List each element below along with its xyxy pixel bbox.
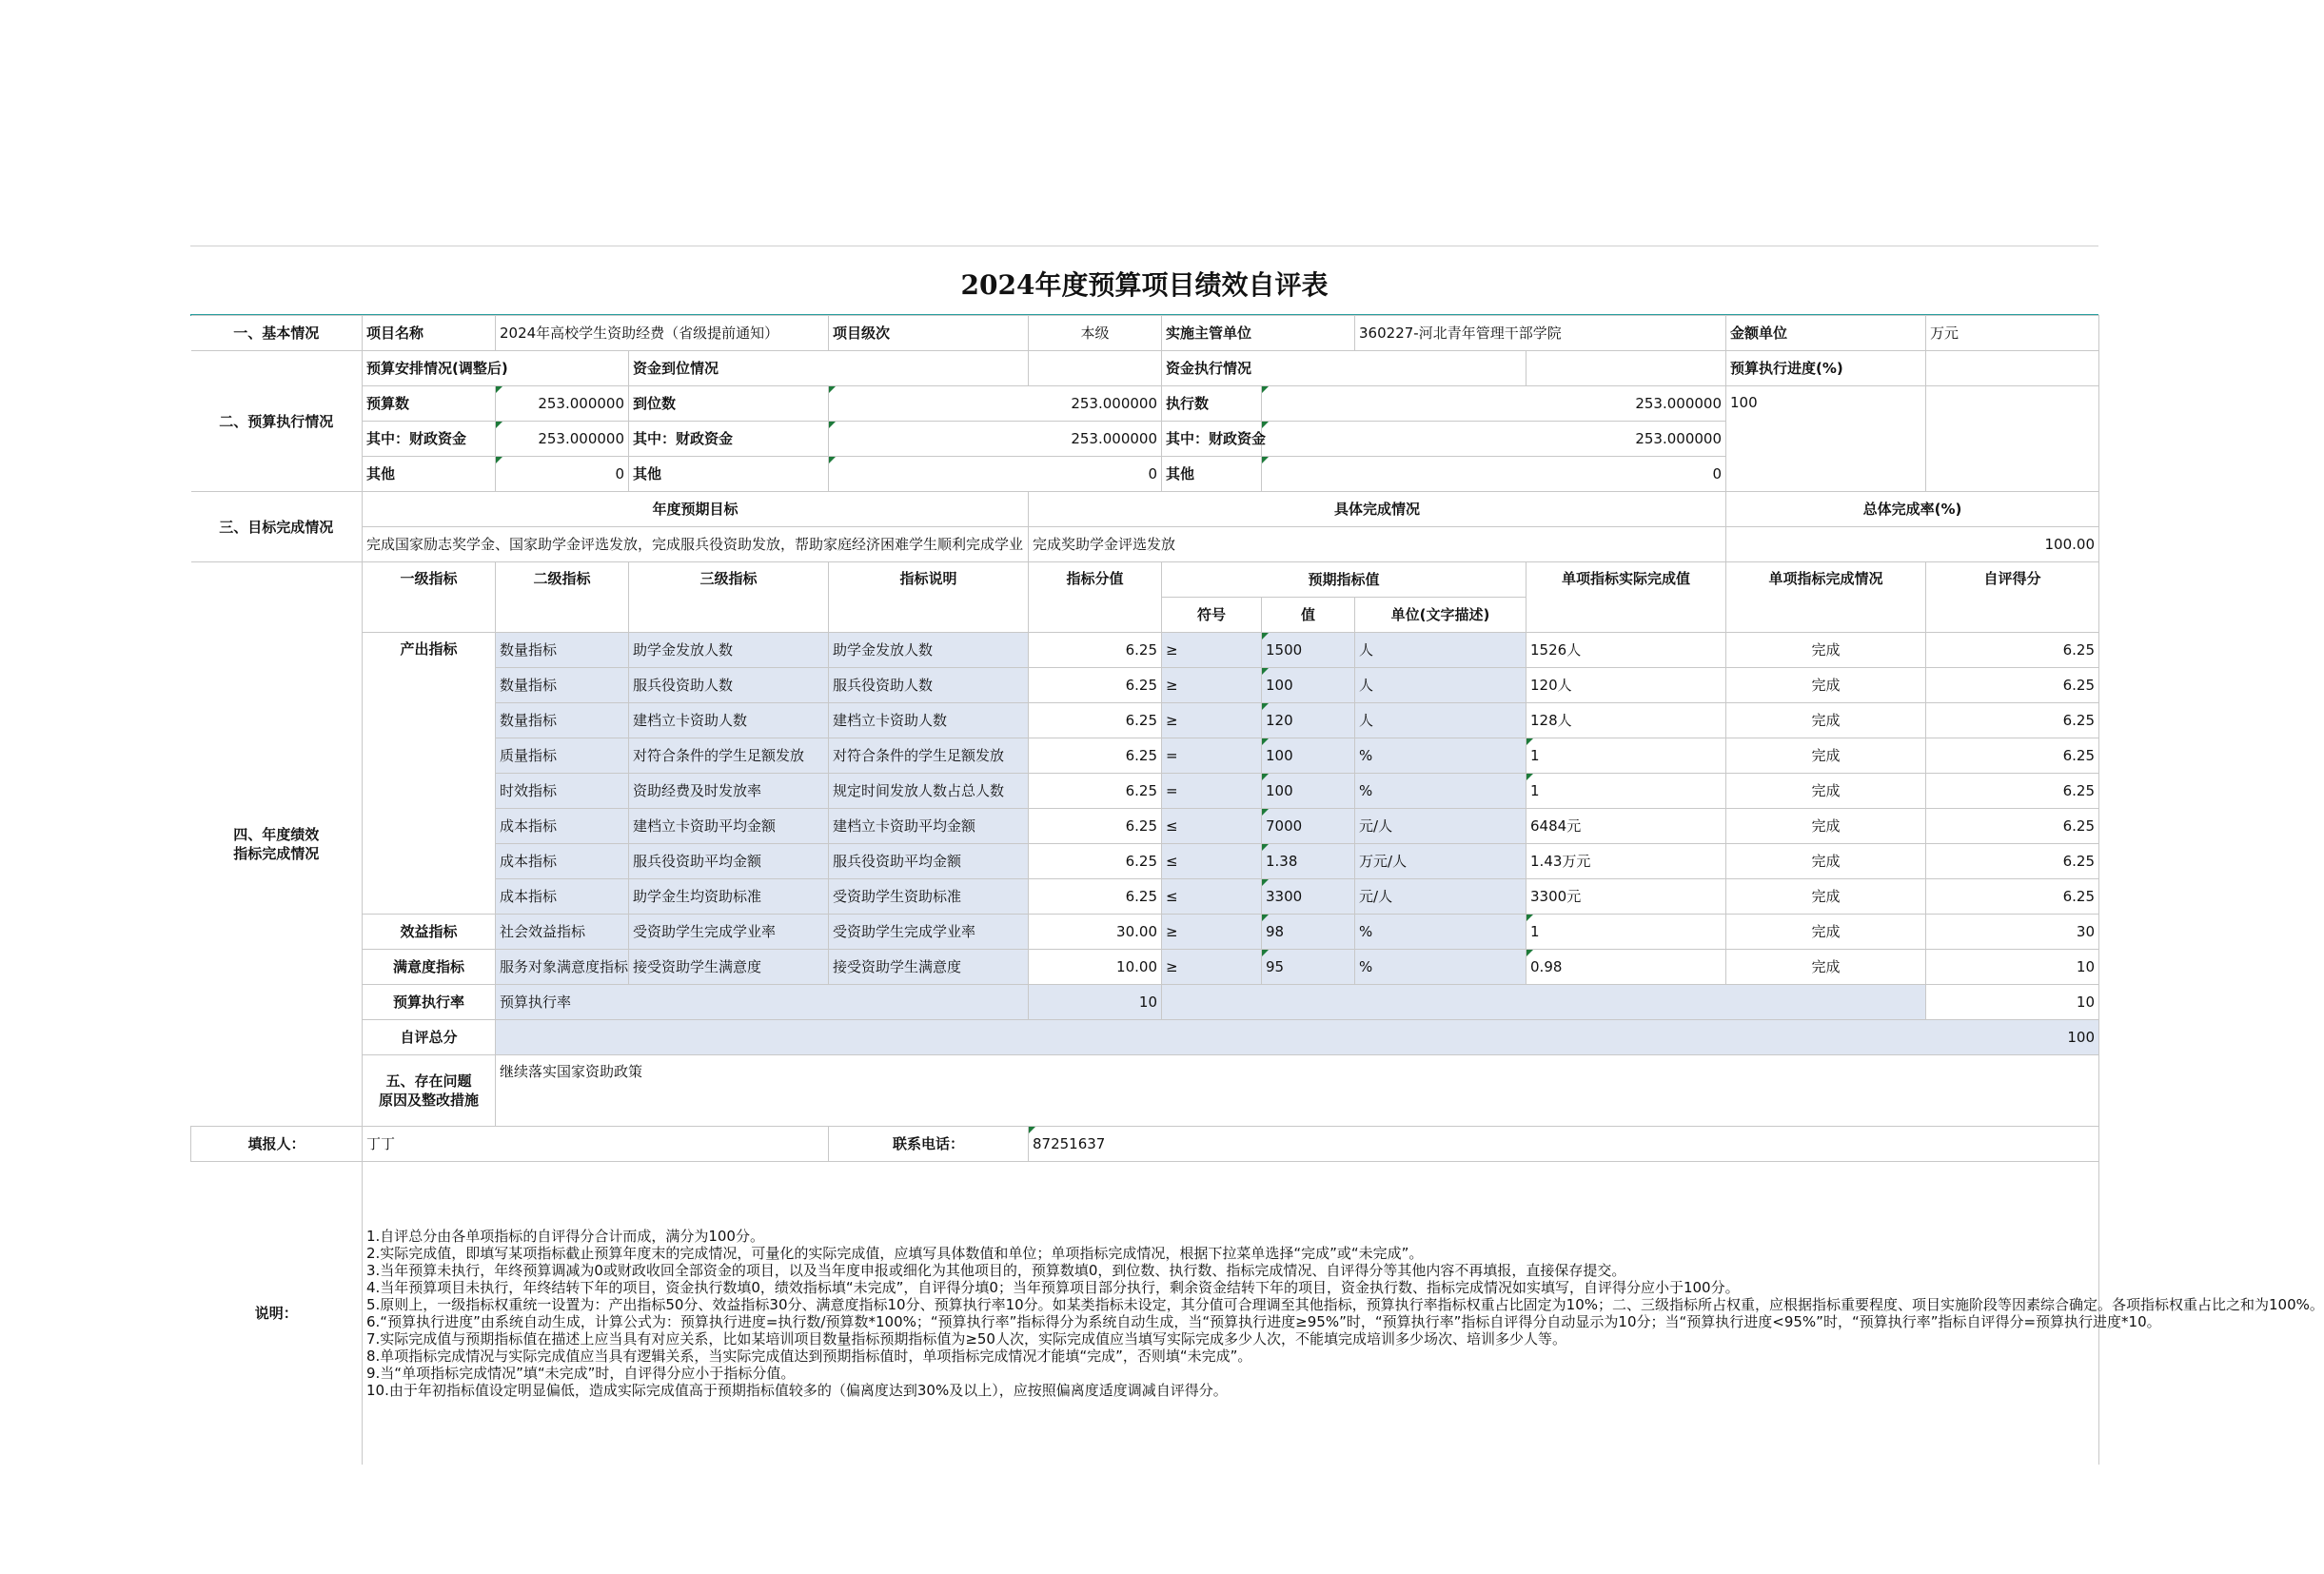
header-description: 指标说明 xyxy=(829,562,1029,633)
page-title: 2024年度预算项目绩效自评表 xyxy=(960,269,1329,301)
expected-value-cell: 100 xyxy=(1262,774,1355,809)
budget-header-row xyxy=(191,351,2099,386)
indicator-row xyxy=(191,633,2099,668)
exec-fiscal-value: 253.000000 xyxy=(1262,422,1726,457)
level2-cell: 社会效益指标 xyxy=(496,915,629,950)
status-cell: 完成 xyxy=(1726,738,1926,774)
notes-label: 说明： xyxy=(191,1162,363,1466)
level3-cell: 对符合条件的学生足额发放 xyxy=(629,738,829,774)
level2-cell: 成本指标 xyxy=(496,879,629,915)
indicator-row xyxy=(191,915,2099,950)
problems-row xyxy=(191,1055,2099,1127)
expected-value-cell: 3300 xyxy=(1262,879,1355,915)
goal-content-row xyxy=(191,527,2099,562)
actual-cell: 128人 xyxy=(1526,703,1726,738)
annual-goal-header: 年度预期目标 xyxy=(363,492,1029,527)
description-cell: 服兵役资助平均金额 xyxy=(829,844,1029,879)
sign-cell: ≥ xyxy=(1162,668,1262,703)
arrive-fiscal-label: 其中：财政资金 xyxy=(629,422,829,457)
project-name-value: 2024年高校学生资助经费（省级提前通知） xyxy=(496,316,829,351)
total-score-value: 100 xyxy=(496,1020,2099,1055)
sign-cell: ≥ xyxy=(1162,633,1262,668)
actual-cell: 6484元 xyxy=(1526,809,1726,844)
weight-cell: 6.25 xyxy=(1029,633,1162,668)
score-cell: 6.25 xyxy=(1926,668,2099,703)
status-cell: 完成 xyxy=(1726,668,1926,703)
exec-rate-score: 10 xyxy=(1926,985,2099,1020)
level3-cell: 助学金生均资助标准 xyxy=(629,879,829,915)
section-goal: 三、目标完成情况 xyxy=(191,492,363,562)
project-level-value: 本级 xyxy=(1029,316,1162,351)
score-cell: 6.25 xyxy=(1926,738,2099,774)
actual-cell: 1526人 xyxy=(1526,633,1726,668)
header-value: 值 xyxy=(1262,598,1355,633)
level2-cell: 成本指标 xyxy=(496,844,629,879)
status-cell: 完成 xyxy=(1726,809,1926,844)
expected-value-cell: 100 xyxy=(1262,738,1355,774)
score-cell: 6.25 xyxy=(1926,809,2099,844)
note-item: 9.当“单项指标完成情况”填“未完成”时，自评得分应小于指标分值。 xyxy=(366,1365,796,1382)
sign-cell: ≥ xyxy=(1162,703,1262,738)
total-score-label: 自评总分 xyxy=(363,1020,496,1055)
weight-cell: 6.25 xyxy=(1029,809,1162,844)
expected-value-cell: 100 xyxy=(1262,668,1355,703)
weight-cell: 30.00 xyxy=(1029,915,1162,950)
level3-cell: 资助经费及时发放率 xyxy=(629,774,829,809)
funds-arrive-header: 资金到位情况 xyxy=(629,351,1029,386)
level1-benefit: 效益指标 xyxy=(363,915,496,950)
note-item: 8.单项指标完成情况与实际完成值应当具有逻辑关系，当实际完成值达到预期指标值时，单项指标完成情况才能填“完成”，否则填“未完成”。 xyxy=(366,1348,1252,1365)
header-unit: 单位(文字描述) xyxy=(1355,598,1526,633)
header-sign: 符号 xyxy=(1162,598,1262,633)
weight-cell: 10.00 xyxy=(1029,950,1162,985)
total-score-row xyxy=(191,1020,2099,1055)
exec-fiscal-label: 其中：财政资金 xyxy=(1162,422,1262,457)
overall-rate-header: 总体完成率(%) xyxy=(1726,492,2099,527)
notes-row xyxy=(191,1162,2099,1466)
unit-cell: 人 xyxy=(1355,668,1526,703)
actual-cell: 3300元 xyxy=(1526,879,1726,915)
exec-rate-weight: 10 xyxy=(1029,985,1162,1020)
phone-label: 联系电话： xyxy=(829,1127,1029,1162)
amount-unit-value: 万元 xyxy=(1926,316,2099,351)
note-item: 7.实际完成值与预期指标值在描述上应当具有对应关系，比如某培训项目数量指标预期指标值为≥50人次，实际完成值应当填写实际完成多少人次，不能填完成培训多少场次、培训多少人等。 xyxy=(366,1330,1566,1348)
unit-cell: % xyxy=(1355,738,1526,774)
score-cell: 6.25 xyxy=(1926,633,2099,668)
status-cell: 完成 xyxy=(1726,915,1926,950)
overall-rate-value: 100.00 xyxy=(1726,527,2099,562)
header-status: 单项指标完成情况 xyxy=(1726,562,1926,633)
score-cell: 10 xyxy=(1926,950,2099,985)
progress-header: 预算执行进度(%) xyxy=(1726,351,1926,386)
unit-cell: % xyxy=(1355,915,1526,950)
header-level1: 一级指标 xyxy=(363,562,496,633)
score-cell: 6.25 xyxy=(1926,879,2099,915)
level3-cell: 建档立卡资助平均金额 xyxy=(629,809,829,844)
exec-label: 执行数 xyxy=(1162,386,1262,422)
description-cell: 受资助学生完成学业率 xyxy=(829,915,1029,950)
level3-cell: 接受资助学生满意度 xyxy=(629,950,829,985)
exec-rate-label: 预算执行率 xyxy=(363,985,496,1020)
arrive-label: 到位数 xyxy=(629,386,829,422)
level3-cell: 助学金发放人数 xyxy=(629,633,829,668)
header-score: 自评得分 xyxy=(1926,562,2099,633)
header-actual: 单项指标实际完成值 xyxy=(1526,562,1726,633)
sign-cell: ≥ xyxy=(1162,950,1262,985)
note-item: 6.“预算执行进度”由系统自动生成，计算公式为：预算执行进度=执行数/预算数*100%；“预算执行率”指标得分为系统自动生成，当“预算执行进度≥95%”时，“预算执行率”指标自评得分自动显示为10分；当“预算执行进度<95%”时，“预算执行率”指标自评得分=预算执行进度*10。 xyxy=(366,1313,2161,1330)
status-cell: 完成 xyxy=(1726,633,1926,668)
level2-cell: 数量指标 xyxy=(496,703,629,738)
budget-label: 预算数 xyxy=(363,386,496,422)
progress-value: 100 xyxy=(1726,386,1926,492)
description-cell: 接受资助学生满意度 xyxy=(829,950,1029,985)
description-cell: 建档立卡资助人数 xyxy=(829,703,1029,738)
actual-complete-text: 完成奖助学金评选发放 xyxy=(1029,527,1726,562)
level2-cell: 成本指标 xyxy=(496,809,629,844)
actual-cell: 120人 xyxy=(1526,668,1726,703)
budget-fiscal-value: 253.000000 xyxy=(496,422,629,457)
goal-header-row xyxy=(191,492,2099,527)
actual-cell: 0.98 xyxy=(1526,950,1726,985)
description-cell: 受资助学生资助标准 xyxy=(829,879,1029,915)
status-cell: 完成 xyxy=(1726,879,1926,915)
notes-list xyxy=(363,1162,2324,1466)
budget-row-1 xyxy=(191,386,2099,422)
budget-fiscal-label: 其中：财政资金 xyxy=(363,422,496,457)
budget-arrange-header: 预算安排情况(调整后) xyxy=(363,351,629,386)
budget-value: 253.000000 xyxy=(496,386,629,422)
actual-cell: 1 xyxy=(1526,774,1726,809)
sign-cell: ≤ xyxy=(1162,879,1262,915)
project-level-label: 项目级次 xyxy=(829,316,1029,351)
actual-cell: 1.43万元 xyxy=(1526,844,1726,879)
level1-output: 产出指标 xyxy=(363,633,496,915)
status-cell: 完成 xyxy=(1726,703,1926,738)
expected-value-cell: 1.38 xyxy=(1262,844,1355,879)
sign-cell: ≥ xyxy=(1162,915,1262,950)
phone-value: 87251637 xyxy=(1029,1127,2099,1162)
unit-cell: 万元/人 xyxy=(1355,844,1526,879)
description-cell: 服兵役资助人数 xyxy=(829,668,1029,703)
sign-cell: = xyxy=(1162,774,1262,809)
indicator-header-row xyxy=(191,562,2099,598)
actual-cell: 1 xyxy=(1526,915,1726,950)
description-cell: 对符合条件的学生足额发放 xyxy=(829,738,1029,774)
level2-cell: 服务对象满意度指标 xyxy=(496,950,629,985)
actual-cell: 1 xyxy=(1526,738,1726,774)
basic-info-row xyxy=(191,316,2099,351)
description-cell: 助学金发放人数 xyxy=(829,633,1029,668)
status-cell: 完成 xyxy=(1726,844,1926,879)
unit-cell: 元/人 xyxy=(1355,879,1526,915)
description-cell: 建档立卡资助平均金额 xyxy=(829,809,1029,844)
arrive-other-label: 其他 xyxy=(629,457,829,492)
header-level2: 二级指标 xyxy=(496,562,629,633)
problems-text: 继续落实国家资助政策 xyxy=(496,1055,2099,1127)
sign-cell: ≤ xyxy=(1162,844,1262,879)
amount-unit-label: 金额单位 xyxy=(1726,316,1926,351)
level1-satisfaction: 满意度指标 xyxy=(363,950,496,985)
sign-cell: ≤ xyxy=(1162,809,1262,844)
status-cell: 完成 xyxy=(1726,950,1926,985)
section-problems: 五、存在问题 原因及整改措施 xyxy=(363,1055,496,1127)
weight-cell: 6.25 xyxy=(1029,879,1162,915)
arrive-value: 253.000000 xyxy=(829,386,1162,422)
note-item: 10.由于年初指标值设定明显偏低，造成实际完成值高于预期指标值较多的（偏离度达到30%及以上），应按照偏离度适度调减自评得分。 xyxy=(366,1382,1228,1399)
exec-other-label: 其他 xyxy=(1162,457,1262,492)
actual-complete-header: 具体完成情况 xyxy=(1029,492,1726,527)
exec-other-value: 0 xyxy=(1262,457,1726,492)
exec-value: 253.000000 xyxy=(1262,386,1726,422)
level3-cell: 服兵役资助人数 xyxy=(629,668,829,703)
sign-cell: = xyxy=(1162,738,1262,774)
expected-value-cell: 120 xyxy=(1262,703,1355,738)
filler-label: 填报人： xyxy=(191,1127,363,1162)
unit-cell: % xyxy=(1355,950,1526,985)
unit-cell: % xyxy=(1355,774,1526,809)
note-item: 5.原则上，一级指标权重统一设置为：产出指标50分、效益指标30分、满意度指标10分、预算执行率10分。如某类指标未设定，其分值可合理调至其他指标，预算执行率指标权重占比固定为10%；二、三级指标所占权重，应根据指标重要程度、项目实施阶段等因素综合确定。各项指标权重占比之和为100%。 xyxy=(366,1296,2324,1313)
level2-cell: 质量指标 xyxy=(496,738,629,774)
note-item: 1.自评总分由各单项指标的自评得分合计而成，满分为100分。 xyxy=(366,1228,764,1245)
expected-value-cell: 7000 xyxy=(1262,809,1355,844)
level3-cell: 服兵役资助平均金额 xyxy=(629,844,829,879)
budget-other-value: 0 xyxy=(496,457,629,492)
weight-cell: 6.25 xyxy=(1029,668,1162,703)
level3-cell: 建档立卡资助人数 xyxy=(629,703,829,738)
filler-name: 丁丁 xyxy=(363,1127,829,1162)
dept-value: 360227-河北青年管理干部学院 xyxy=(1355,316,1726,351)
filler-row xyxy=(191,1127,2099,1162)
unit-cell: 元/人 xyxy=(1355,809,1526,844)
header-level3: 三级指标 xyxy=(629,562,829,633)
project-name-label: 项目名称 xyxy=(363,316,496,351)
annual-goal-text: 完成国家励志奖学金、国家助学金评选发放，完成服兵役资助发放，帮助家庭经济困难学生顺利完成学业 xyxy=(363,527,1029,562)
expected-value-cell: 1500 xyxy=(1262,633,1355,668)
funds-exec-header: 资金执行情况 xyxy=(1162,351,1526,386)
score-cell: 6.25 xyxy=(1926,703,2099,738)
note-item: 4.当年预算项目未执行，年终结转下年的项目，资金执行数填0，绩效指标填“未完成”，自评得分填0；当年预算项目部分执行，剩余资金结转下年的项目，资金执行数、指标完成情况如实填写，自评得分应小于100分。 xyxy=(366,1279,1740,1296)
exec-rate-row xyxy=(191,985,2099,1020)
arrive-other-value: 0 xyxy=(829,457,1162,492)
level3-cell: 受资助学生完成学业率 xyxy=(629,915,829,950)
note-item: 3.当年预算未执行，年终预算调减为0或财政收回全部资金的项目，以及当年度申报或细化为其他项目的，预算数填0，到位数、执行数、指标完成情况、自评得分等其他内容不再填报，直接保存提交。 xyxy=(366,1262,1626,1279)
header-expected: 预期指标值 xyxy=(1162,562,1526,598)
note-item: 2.实际完成值，即填写某项指标截止预算年度末的完成情况，可量化的实际完成值，应填写具体数值和单位；单项指标完成情况，根据下拉菜单选择“完成”或“未完成”。 xyxy=(366,1245,1424,1262)
level2-cell: 数量指标 xyxy=(496,633,629,668)
budget-other-label: 其他 xyxy=(363,457,496,492)
indicator-row xyxy=(191,950,2099,985)
section-basic: 一、基本情况 xyxy=(191,316,363,351)
unit-cell: 人 xyxy=(1355,633,1526,668)
dept-label: 实施主管单位 xyxy=(1162,316,1355,351)
description-cell: 规定时间发放人数占总人数 xyxy=(829,774,1029,809)
performance-table xyxy=(190,315,2324,1465)
weight-cell: 6.25 xyxy=(1029,703,1162,738)
weight-cell: 6.25 xyxy=(1029,738,1162,774)
section-indicators: 四、年度绩效 指标完成情况 xyxy=(191,562,363,1127)
weight-cell: 6.25 xyxy=(1029,774,1162,809)
header-weight: 指标分值 xyxy=(1029,562,1162,633)
score-cell: 6.25 xyxy=(1926,844,2099,879)
level2-cell: 数量指标 xyxy=(496,668,629,703)
status-cell: 完成 xyxy=(1726,774,1926,809)
arrive-fiscal-value: 253.000000 xyxy=(829,422,1162,457)
level2-cell: 时效指标 xyxy=(496,774,629,809)
exec-rate-l2: 预算执行率 xyxy=(496,985,1029,1020)
score-cell: 6.25 xyxy=(1926,774,2099,809)
weight-cell: 6.25 xyxy=(1029,844,1162,879)
expected-value-cell: 98 xyxy=(1262,915,1355,950)
section-budget: 二、预算执行情况 xyxy=(191,351,363,492)
expected-value-cell: 95 xyxy=(1262,950,1355,985)
unit-cell: 人 xyxy=(1355,703,1526,738)
score-cell: 30 xyxy=(1926,915,2099,950)
